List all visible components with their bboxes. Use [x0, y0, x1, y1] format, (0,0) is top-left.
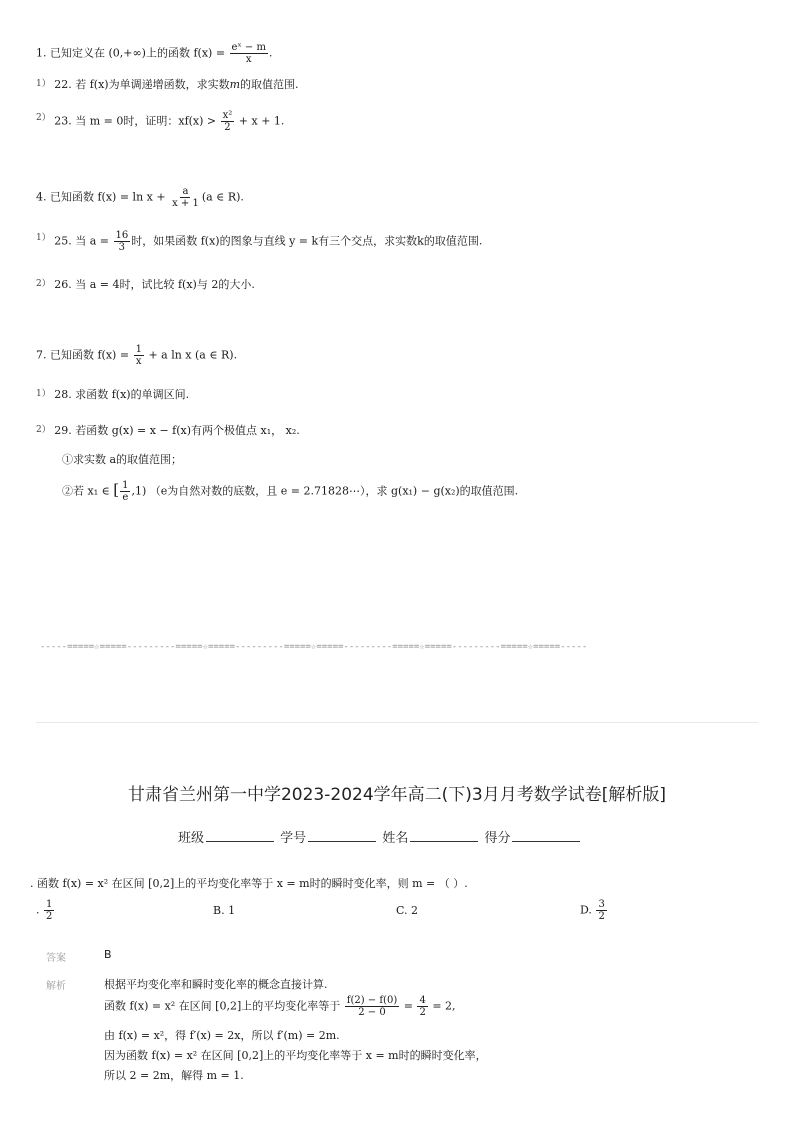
part-index: 2）: [36, 113, 51, 123]
question-1-stem: . 函数 f(x) = x² 在区间 [0,2]上的平均变化率等于 x = m时的瞬时变化率，则 m = （ ）.: [30, 877, 468, 890]
answer-label: 答案: [46, 953, 66, 964]
part-variable: m: [229, 78, 241, 91]
field-class-label: 班级: [178, 831, 205, 846]
fraction-denominator: x: [245, 54, 252, 65]
part-text: 25. 当 a =: [54, 234, 109, 248]
fraction-denominator: x + 1: [172, 198, 199, 209]
problem-4-part-1: [36, 230, 482, 253]
problem-7-sub-1: ①求实数 a的取值范围；: [62, 453, 183, 466]
part-index: 1）: [36, 233, 51, 243]
choice-b[interactable]: B. 1: [213, 904, 236, 917]
fraction-denominator: x: [135, 356, 142, 367]
part-text-end: 时，如果函数 f(x)的图象与直线 y = k有三个交点，求实数k的取值范围.: [131, 234, 483, 248]
choice-a-label: .: [36, 903, 40, 917]
choice-d-label: D.: [580, 903, 592, 917]
problem-4-part-2: [36, 276, 255, 292]
part-text: 23. 当 m = 0时，证明：xf(x) >: [54, 114, 217, 128]
problem-1-stem: [36, 42, 272, 65]
problem-7-end: + a ln x (a ∈ R).: [148, 348, 238, 362]
problem-7-part-1: [36, 386, 189, 402]
analysis-label: 解析: [46, 981, 66, 992]
analysis-line-1: 根据平均变化率和瞬时变化率的概念直接计算.: [104, 978, 328, 991]
left-bracket: [: [113, 480, 120, 499]
problem-4-stem: [36, 186, 244, 209]
fraction-denominator: 2: [598, 911, 605, 922]
problem-7-stem: [36, 344, 237, 367]
analysis-end: = 2,: [432, 999, 456, 1013]
fraction-numerator: 16: [115, 230, 129, 241]
fraction-denominator: 2: [46, 911, 53, 922]
fraction-denominator: 2 − 0: [358, 1007, 386, 1018]
field-class-blank[interactable]: [206, 829, 274, 842]
page-separator: -----=====☆=====---------=====☆=====---------=====☆=====---------=====☆=====---------=====☆=====-----: [40, 642, 588, 652]
part-index: 2）: [36, 279, 51, 289]
problem-1-end: .: [268, 46, 273, 60]
analysis-fraction-1: [345, 995, 399, 1018]
fraction-numerator: x²: [222, 110, 233, 121]
field-name-blank[interactable]: [410, 829, 478, 842]
choice-d[interactable]: [580, 899, 608, 922]
part-text: 26. 当 a = 4时，试比较 f(x)与 2的大小.: [54, 278, 255, 291]
choice-d-fraction: [596, 899, 606, 922]
sub-text: ②若 x₁ ∈: [62, 484, 110, 498]
analysis-text: 函数 f(x) = x² 在区间 [0,2]上的平均变化率等于: [104, 999, 341, 1013]
part-text-end: 的取值范围.: [240, 78, 299, 91]
problem-4-prefix: 4. 已知函数 f(x) = ln x +: [36, 190, 166, 204]
fraction-denominator: e: [122, 492, 129, 503]
choice-c[interactable]: C. 2: [396, 904, 419, 917]
fraction-denominator: 2: [419, 1007, 426, 1018]
part-fraction: [114, 230, 131, 253]
fraction-denominator: 3: [118, 242, 126, 253]
field-id-label: 学号: [280, 831, 307, 846]
part-text-end: + x + 1.: [238, 114, 285, 128]
horizontal-rule: [36, 722, 758, 723]
fraction-numerator: 1: [122, 480, 129, 491]
field-id-blank[interactable]: [308, 829, 376, 842]
problem-7-prefix: 7. 已知函数 f(x) =: [36, 348, 130, 362]
choice-a[interactable]: [36, 899, 55, 922]
field-score-blank[interactable]: [512, 829, 580, 842]
equals-sign: =: [403, 999, 413, 1013]
exam-title: 甘肃省兰州第一中学2023-2024学年高二(下)3月月考数学试卷[解析版]: [127, 785, 666, 805]
problem-1-interval: (0,+∞): [108, 46, 146, 60]
problem-1-part-2: [36, 110, 284, 133]
analysis-line-3: 由 f(x) = x²，得 f′(x) = 2x，所以 f′(m) = 2m.: [104, 1029, 340, 1042]
analysis-fraction-2: [417, 995, 427, 1018]
part-text: 22. 若 f(x)为单调递增函数，求实数: [54, 78, 230, 91]
part-text: 29. 若函数 g(x) = x − f(x)有两个极值点 x₁， x₂.: [54, 424, 300, 437]
problem-1-mid: 上的函数 f(x) =: [145, 46, 226, 60]
problem-7-sub-2: [62, 480, 518, 503]
problem-1-prefix: 1. 已知定义在: [36, 46, 105, 60]
student-info-fields: [178, 827, 582, 846]
answer-value: B: [104, 948, 112, 961]
fraction-denominator: 2: [224, 122, 231, 133]
fraction-numerator: 1: [135, 344, 142, 355]
part-fraction: [221, 110, 235, 133]
part-index: 1）: [36, 79, 51, 89]
field-score-label: 得分: [484, 831, 511, 846]
analysis-line-4: 因为函数 f(x) = x² 在区间 [0,2]上的平均变化率等于 x = m时的瞬时变化率，: [104, 1049, 487, 1062]
field-name-label: 姓名: [382, 831, 409, 846]
interval-end: ,1): [131, 484, 147, 498]
problem-4-end: (a ∈ R).: [201, 190, 244, 204]
part-index: 1）: [36, 389, 51, 399]
problem-4-fraction: [170, 186, 201, 209]
fraction-numerator: 3: [598, 899, 605, 910]
fraction-numerator: 4: [419, 995, 426, 1006]
fraction-numerator: f(2) − f(0): [346, 995, 398, 1006]
problem-7-fraction: [134, 344, 144, 367]
choice-a-fraction: [44, 899, 54, 922]
part-text: 28. 求函数 f(x)的单调区间.: [54, 388, 190, 401]
fraction-numerator: eˣ − m: [231, 42, 266, 53]
analysis-line-5: 所以 2 = 2m，解得 m = 1.: [104, 1069, 244, 1082]
fraction-numerator: 1: [46, 899, 53, 910]
sub-fraction: [120, 480, 130, 503]
sub-text-end: （e为自然对数的底数，且 e = 2.71828⋯），求 g(x₁) − g(x₂)的取值范围.: [149, 484, 519, 498]
fraction-numerator: a: [182, 186, 189, 197]
analysis-line-2: [104, 995, 456, 1018]
problem-1-fraction: [230, 42, 268, 65]
problem-1-part-1: [36, 76, 299, 92]
problem-7-part-2: [36, 422, 300, 438]
part-index: 2）: [36, 425, 51, 435]
